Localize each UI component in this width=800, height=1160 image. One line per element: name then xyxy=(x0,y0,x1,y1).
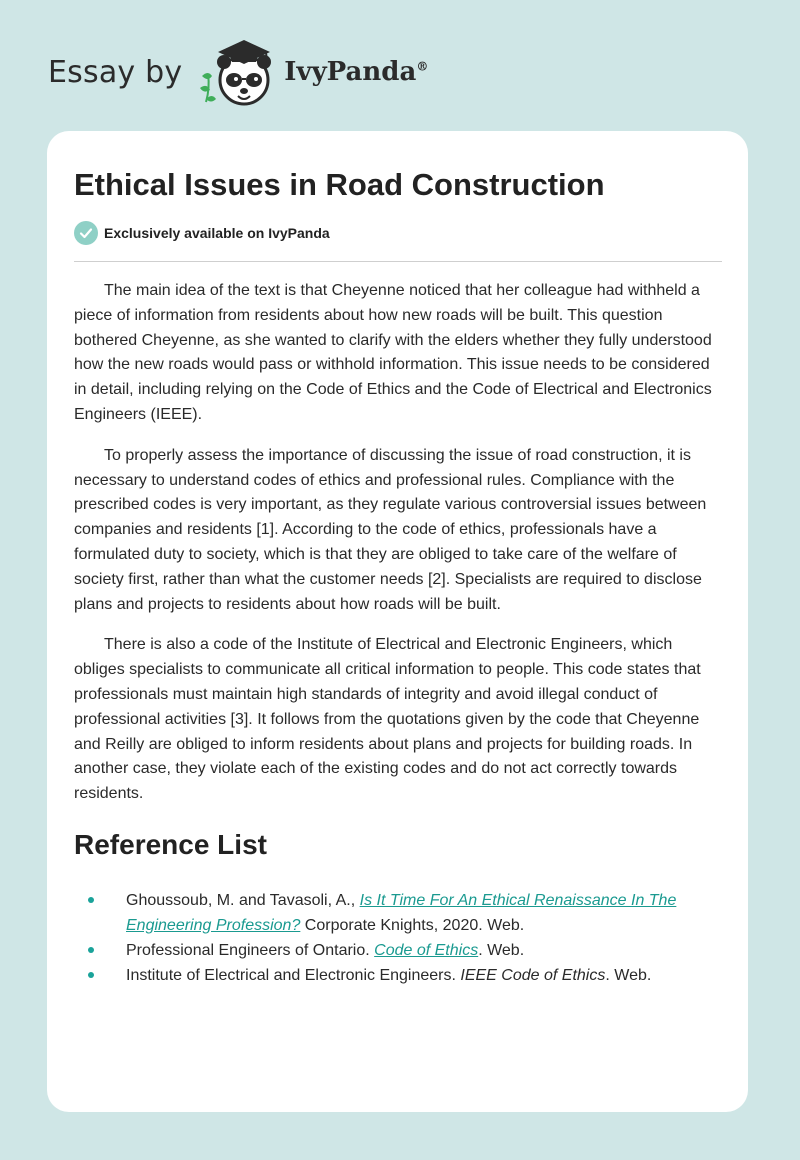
reference-authors: Ghoussoub, M. and Tavasoli, A., xyxy=(126,892,360,909)
reference-source: . Web. xyxy=(478,942,525,959)
brand-text: IvyPanda xyxy=(284,57,417,87)
brand-name[interactable] xyxy=(284,57,428,87)
reference-authors: Institute of Electrical and Electronic Engineers. xyxy=(126,967,461,984)
ivypanda-logo-icon[interactable] xyxy=(196,36,278,108)
page-title: Ethical Issues in Road Construction xyxy=(74,167,605,202)
exclusive-label: Exclusively available on IvyPanda xyxy=(104,225,330,241)
bullet-icon xyxy=(88,947,94,953)
essay-by-label: Essay by xyxy=(48,54,183,90)
article-card xyxy=(47,131,748,1112)
reference-item xyxy=(74,963,724,988)
divider xyxy=(74,261,722,262)
reference-item xyxy=(74,888,724,938)
article-body xyxy=(74,279,724,823)
reference-source: Corporate Knights, 2020. Web. xyxy=(300,917,525,934)
paragraph: The main idea of the text is that Cheyenne noticed that her colleague had withheld a piece of information from residents about how new roads will be built. This question bothered Cheyenne, as she wanted to clarify with the elders whether they fully understood how the new roads would pass or withhold information. This issue needs to be considered in detail, including relying on the Code of Ethics and the Code of Electrical and Electronics Engineers (IEEE). xyxy=(74,282,712,423)
exclusive-badge xyxy=(74,221,330,245)
bullet-icon xyxy=(88,897,94,903)
checkmark-icon xyxy=(74,221,98,245)
reference-item xyxy=(74,938,724,963)
paragraph: To properly assess the importance of discussing the issue of road construction, it is necessary to understand codes of ethics and professional rules. Compliance with the prescribed codes is very important, as they regulate various controversial issues between companies and residents [1]. According to the code of ethics, professionals have a formulated duty to society, which is that they are obliged to take care of the welfare of society first, rather than what the customer needs [2]. Specialists are required to disclose plans and projects to residents about how roads will be built. xyxy=(74,446,707,613)
reference-link[interactable]: Is It Time For An Ethical Renaissance In The Engineering Profession? xyxy=(126,892,677,934)
reference-title: IEEE Code of Ethics xyxy=(460,967,606,984)
reference-list xyxy=(74,888,724,988)
registered-mark: ® xyxy=(416,59,429,74)
reference-list-heading: Reference List xyxy=(74,829,267,860)
paragraph: There is also a code of the Institute of Electrical and Electronic Engineers, which obliges specialists to communicate all critical information to people. This code states that professionals must maintain high standards of integrity and avoid illegal conduct of professional activities [3]. It follows from the quotations given by the code that Cheyenne and Reilly are obliged to inform residents about plans and projects for building roads. In another case, they violate each of the existing codes and do not act correctly towards residents. xyxy=(74,636,701,803)
bullet-icon xyxy=(88,972,94,978)
reference-authors: Professional Engineers of Ontario. xyxy=(126,942,375,959)
reference-source: . Web. xyxy=(605,967,652,984)
site-header xyxy=(48,36,748,108)
reference-link[interactable]: Code of Ethics xyxy=(374,942,479,959)
